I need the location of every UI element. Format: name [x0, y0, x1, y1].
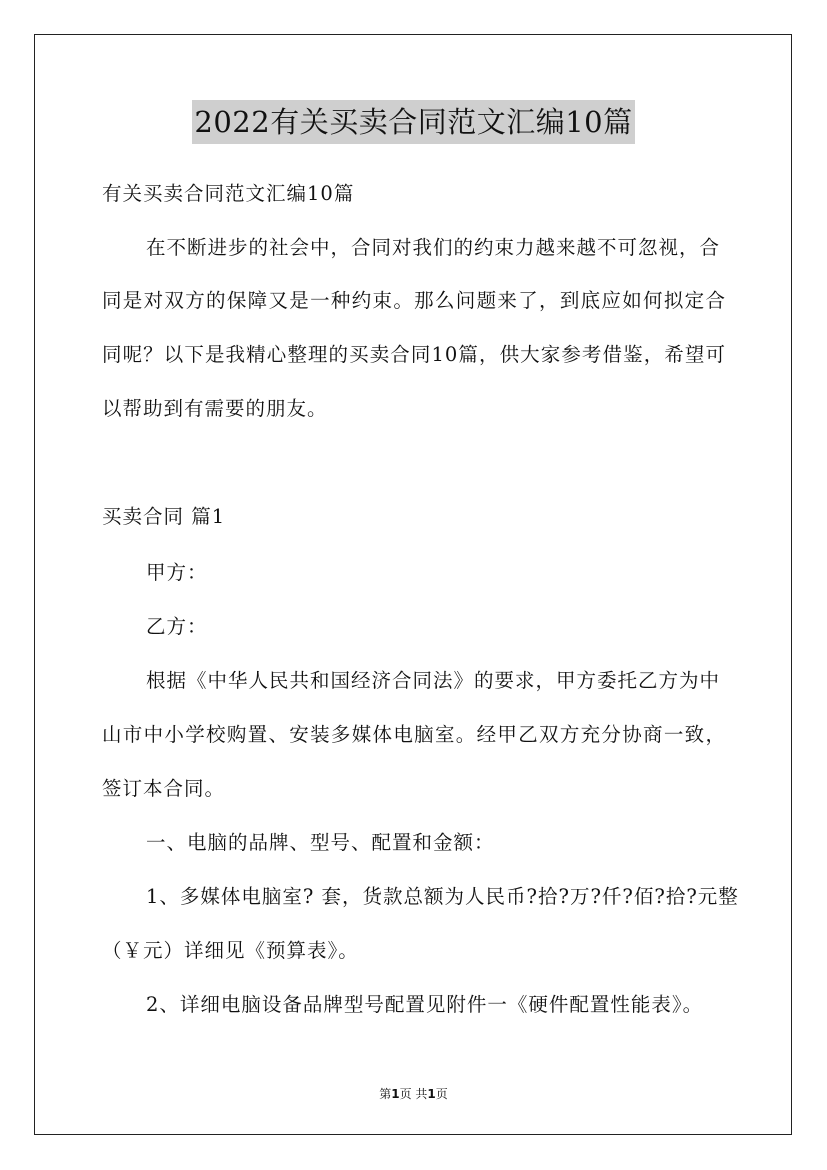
footer-mid: 页 共	[399, 1087, 428, 1101]
party-b-label: 乙方：	[146, 615, 208, 638]
intro-line-3: 同呢？以下是我精心整理的买卖合同10篇，供大家参考借鉴，希望可	[102, 343, 726, 366]
intro-line-1: 在不断进步的社会中，合同对我们的约束力越来越不可忽视，合	[146, 236, 721, 259]
clause1-line-2: （￥元）详细见《预算表》。	[102, 939, 359, 962]
clause-heading: 一、电脑的品牌、型号、配置和金额：	[146, 831, 495, 854]
footer-page-total: 1	[427, 1087, 436, 1101]
footer-page-number: 1	[391, 1087, 400, 1101]
section-heading: 买卖合同 篇1	[102, 505, 226, 528]
intro-line-2: 同是对双方的保障又是一种约束。那么问题来了，到底应如何拟定合	[102, 289, 726, 312]
clause1-line-1: 1、多媒体电脑室? 套，货款总额为人民币?拾?万?仟?佰?拾?元整	[146, 885, 739, 908]
footer-prefix: 第	[379, 1087, 392, 1101]
footer-suffix: 页	[435, 1087, 448, 1101]
document-title: 2022有关买卖合同范文汇编10篇	[192, 100, 634, 144]
body-para1-line-1: 根据《中华人民共和国经济合同法》的要求，甲方委托乙方为中	[146, 669, 721, 692]
title-wrap	[0, 100, 827, 144]
body-para1-line-3: 签订本合同。	[102, 777, 226, 800]
party-a-label: 甲方：	[146, 561, 208, 584]
page-footer	[0, 1085, 827, 1102]
document-subtitle: 有关买卖合同范文汇编10篇	[102, 182, 355, 205]
intro-line-4: 以帮助到有需要的朋友。	[102, 397, 328, 420]
clause2-line: 2、详细电脑设备品牌型号配置见附件一《硬件配置性能表》。	[146, 993, 704, 1016]
body-para1-line-2: 山市中小学校购置、安装多媒体电脑室。经甲乙双方充分协商一致，	[102, 723, 726, 746]
